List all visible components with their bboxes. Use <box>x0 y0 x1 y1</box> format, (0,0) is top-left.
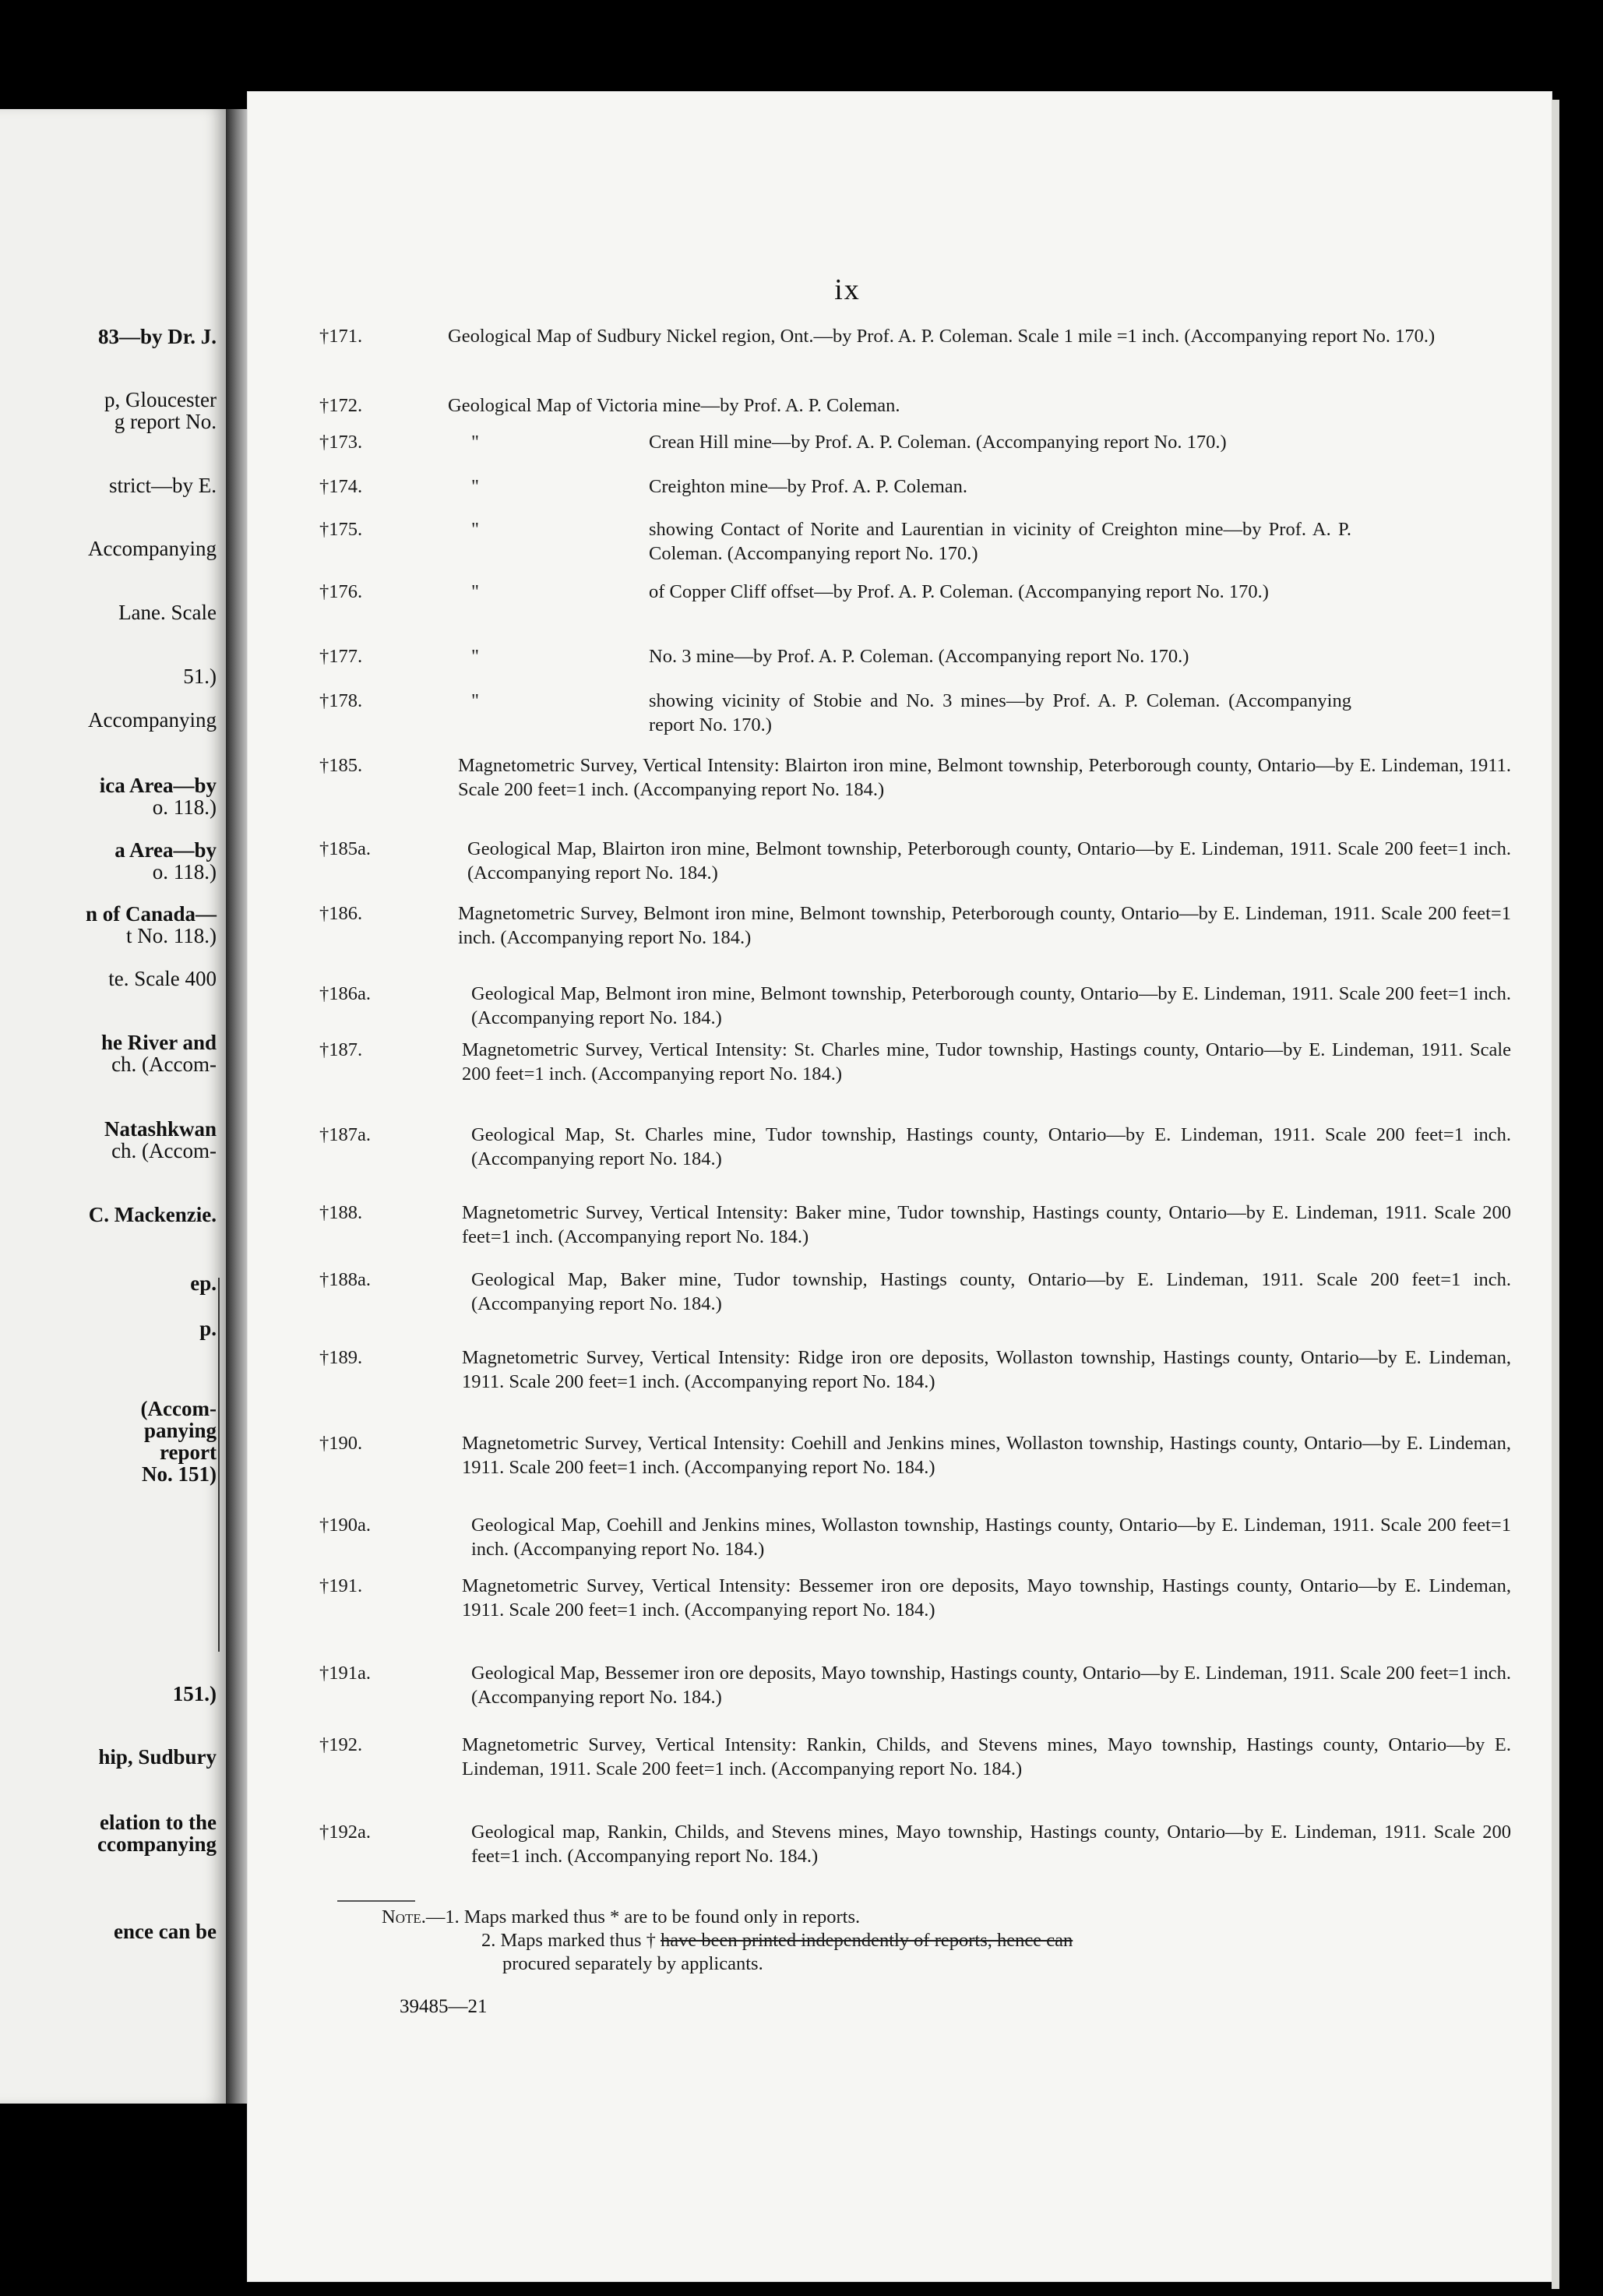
left-page-line: elation to the <box>100 1811 217 1834</box>
print-code: 39485—21 <box>400 1996 488 2017</box>
map-description: Geological Map, Coehill and Jenkins mines, Wollaston township, Hastings county, Ontario—by E. Lindeman, 1911. Scale 200 feet=1 inch. (Accompanying report No. 184.) <box>471 1515 1511 1560</box>
map-description: Magnetometric Survey, Vertical Intensity: Rankin, Childs, and Stevens mines, Mayo township, Hastings county, Ontario—by E. Lindeman, 1911. Scale 200 feet=1 inch. (Accompanying report No. 184.) <box>462 1734 1511 1779</box>
map-number: †191a. <box>319 1663 371 1684</box>
left-page-line: 51.) <box>183 665 217 688</box>
note-line-2-struck: have been printed independently of reports, hence can <box>661 1930 1073 1951</box>
left-page-line: hip, Sudbury <box>98 1745 217 1769</box>
left-page-line: he River and <box>100 1031 217 1054</box>
map-description: Geological Map, Baker mine, Tudor township, Hastings county, Ontario—by E. Lindeman, 1911. Scale 200 feet=1 inch. (Accompanying report No. 184.) <box>471 1269 1511 1314</box>
map-description: Magnetometric Survey, Vertical Intensity: Coehill and Jenkins mines, Wollaston township, Hastings county, Ontario—by E. Lindeman, 1911. Scale 200 feet=1 inch. (Accompanying report No. 184.) <box>462 1433 1511 1478</box>
map-number: †174. <box>319 476 363 497</box>
left-page-line: g report No. <box>114 410 217 433</box>
left-page-line: te. Scale 400 <box>108 967 217 990</box>
map-number: †176. <box>319 581 363 602</box>
map-number: †172. <box>319 395 363 416</box>
ditto-mark: " <box>471 646 480 667</box>
left-page-line: a Area—by <box>114 838 217 862</box>
map-description: Geological Map of Sudbury Nickel region, Ont.—by Prof. A. P. Coleman. Scale 1 mile =1 inch. (Accompanying report No. 170.) <box>448 326 1436 347</box>
map-number: †192. <box>319 1734 363 1755</box>
map-description: Magnetometric Survey, Belmont iron mine, Belmont township, Peterborough county, Ontario—by E. Lindeman, 1911. Scale 200 feet=1 inch. (Accompanying report No. 184.) <box>458 903 1511 948</box>
left-page-line: ep. <box>190 1271 217 1295</box>
left-page-line: ch. (Accom- <box>111 1139 217 1162</box>
note-line-1: —1. Maps marked thus * are to be found only in reports. <box>425 1906 861 1927</box>
map-description: Geological Map of Victoria mine—by Prof. A. P. Coleman. <box>448 395 900 416</box>
left-page-line: Lane. Scale <box>118 601 217 624</box>
map-description: showing vicinity of Stobie and No. 3 mines—by Prof. A. P. Coleman. (Accompanying report No. 170.) <box>649 690 1351 735</box>
map-description: showing Contact of Norite and Laurentian in vicinity of Creighton mine—by Prof. A. P. Coleman. (Accompanying report No. 170.) <box>649 519 1351 564</box>
left-page-line: p. <box>199 1317 217 1340</box>
note-label: Note. <box>382 1906 426 1927</box>
map-description: Geological Map, Belmont iron mine, Belmont township, Peterborough county, Ontario—by E. Lindeman, 1911. Scale 200 feet=1 inch. (Accompanying report No. 184.) <box>471 983 1511 1028</box>
left-page-line: ch. (Accom- <box>111 1053 217 1076</box>
map-description: Magnetometric Survey, Vertical Intensity: Ridge iron ore deposits, Wollaston township, Hastings county, Ontario—by E. Lindeman, 1911. Scale 200 feet=1 inch. (Accompanying report No. 184.) <box>462 1347 1511 1392</box>
left-page-line: No. 151) <box>142 1462 217 1486</box>
left-page-line: 151.) <box>172 1682 217 1705</box>
left-page-line: ccompanying <box>97 1832 217 1856</box>
map-number: †186a. <box>319 983 371 1004</box>
map-description: No. 3 mine—by Prof. A. P. Coleman. (Accompanying report No. 170.) <box>649 646 1189 667</box>
map-number: †187. <box>319 1039 363 1060</box>
ditto-mark: " <box>471 690 480 711</box>
map-description: Magnetometric Survey, Vertical Intensity: St. Charles mine, Tudor township, Hastings county, Ontario—by E. Lindeman, 1911. Scale 200 feet=1 inch. (Accompanying report No. 184.) <box>462 1039 1511 1085</box>
map-number: †173. <box>319 432 363 453</box>
left-page-line: t No. 118.) <box>126 924 217 947</box>
map-number: †192a. <box>319 1822 371 1843</box>
left-page-line: n of Canada— <box>85 902 217 926</box>
left-page-line: (Accom- <box>140 1397 217 1420</box>
ditto-mark: " <box>471 519 480 540</box>
map-description: Geological Map, St. Charles mine, Tudor township, Hastings county, Ontario—by E. Lindeman, 1911. Scale 200 feet=1 inch. (Accompanying report No. 184.) <box>471 1124 1511 1169</box>
page-number: ix <box>834 273 861 306</box>
map-number: †185. <box>319 755 363 776</box>
map-description: Magnetometric Survey, Vertical Intensity: Bessemer iron ore deposits, Mayo township, Hastings county, Ontario—by E. Lindeman, 1911. Scale 200 feet=1 inch. (Accompanying report No. 184.) <box>462 1575 1511 1621</box>
left-page-line: ence can be <box>114 1920 217 1943</box>
map-number: †190. <box>319 1433 363 1454</box>
ditto-mark: " <box>471 581 480 602</box>
map-number: †187a. <box>319 1124 371 1145</box>
left-page-line: ica Area—by <box>99 774 217 797</box>
left-page-line: 83—by Dr. J. <box>97 325 217 348</box>
map-description: Crean Hill mine—by Prof. A. P. Coleman. (Accompanying report No. 170.) <box>649 432 1227 453</box>
left-page-line: panying <box>143 1419 217 1442</box>
note-line-2: 2. Maps marked thus † <box>481 1930 661 1951</box>
map-number: †188. <box>319 1202 363 1223</box>
map-number: †188a. <box>319 1269 371 1290</box>
map-description: Creighton mine—by Prof. A. P. Coleman. <box>649 476 967 497</box>
map-description: of Copper Cliff offset—by Prof. A. P. Coleman. (Accompanying report No. 170.) <box>649 581 1269 602</box>
left-page-line: Natashkwan <box>104 1117 217 1141</box>
left-page-line: o. 118.) <box>152 795 217 819</box>
left-page-line: report <box>160 1441 217 1464</box>
left-page-line: Accompanying <box>88 537 217 560</box>
note-line-3: procured separately by applicants. <box>502 1953 763 1974</box>
map-number: †186. <box>319 903 363 924</box>
map-description: Geological map, Rankin, Childs, and Stevens mines, Mayo township, Hastings county, Ontario—by E. Lindeman, 1911. Scale 200 feet=1 inch. (Accompanying report No. 184.) <box>471 1822 1511 1867</box>
map-description: Magnetometric Survey, Vertical Intensity: Blairton iron mine, Belmont township, Peterborough county, Ontario—by E. Lindeman, 1911. Scale 200 feet=1 inch. (Accompanying report No. 184.) <box>458 755 1511 800</box>
note-rule <box>337 1900 415 1902</box>
map-number: †171. <box>319 326 363 347</box>
map-number: †190a. <box>319 1515 371 1536</box>
map-description: Magnetometric Survey, Vertical Intensity: Baker mine, Tudor township, Hastings county, Ontario—by E. Lindeman, 1911. Scale 200 feet=1 inch. (Accompanying report No. 184.) <box>462 1202 1511 1247</box>
left-page-line: strict—by E. <box>109 474 217 497</box>
left-page-line: p, Gloucester <box>104 388 217 411</box>
left-page-line: C. Mackenzie. <box>88 1203 217 1226</box>
map-number: †178. <box>319 690 363 711</box>
map-number: †191. <box>319 1575 363 1596</box>
note <box>382 1906 1073 1976</box>
brace-line <box>201 1278 220 1652</box>
map-number: †175. <box>319 519 363 540</box>
map-number: †177. <box>319 646 363 667</box>
ditto-mark: " <box>471 432 480 453</box>
left-page-line: o. 118.) <box>152 860 217 883</box>
left-page <box>0 109 226 2104</box>
ditto-mark: " <box>471 476 480 497</box>
left-page-line: Accompanying <box>88 708 217 732</box>
right-page <box>248 92 1552 2281</box>
book-gutter <box>226 109 249 2104</box>
map-description: Geological Map, Bessemer iron ore deposits, Mayo township, Hastings county, Ontario—by E. Lindeman, 1911. Scale 200 feet=1 inch. (Accompanying report No. 184.) <box>471 1663 1511 1708</box>
map-number: †189. <box>319 1347 363 1368</box>
map-description: Geological Map, Blairton iron mine, Belmont township, Peterborough county, Ontario—by E. Lindeman, 1911. Scale 200 feet=1 inch. (Accompanying report No. 184.) <box>467 838 1511 883</box>
map-number: †185a. <box>319 838 371 859</box>
